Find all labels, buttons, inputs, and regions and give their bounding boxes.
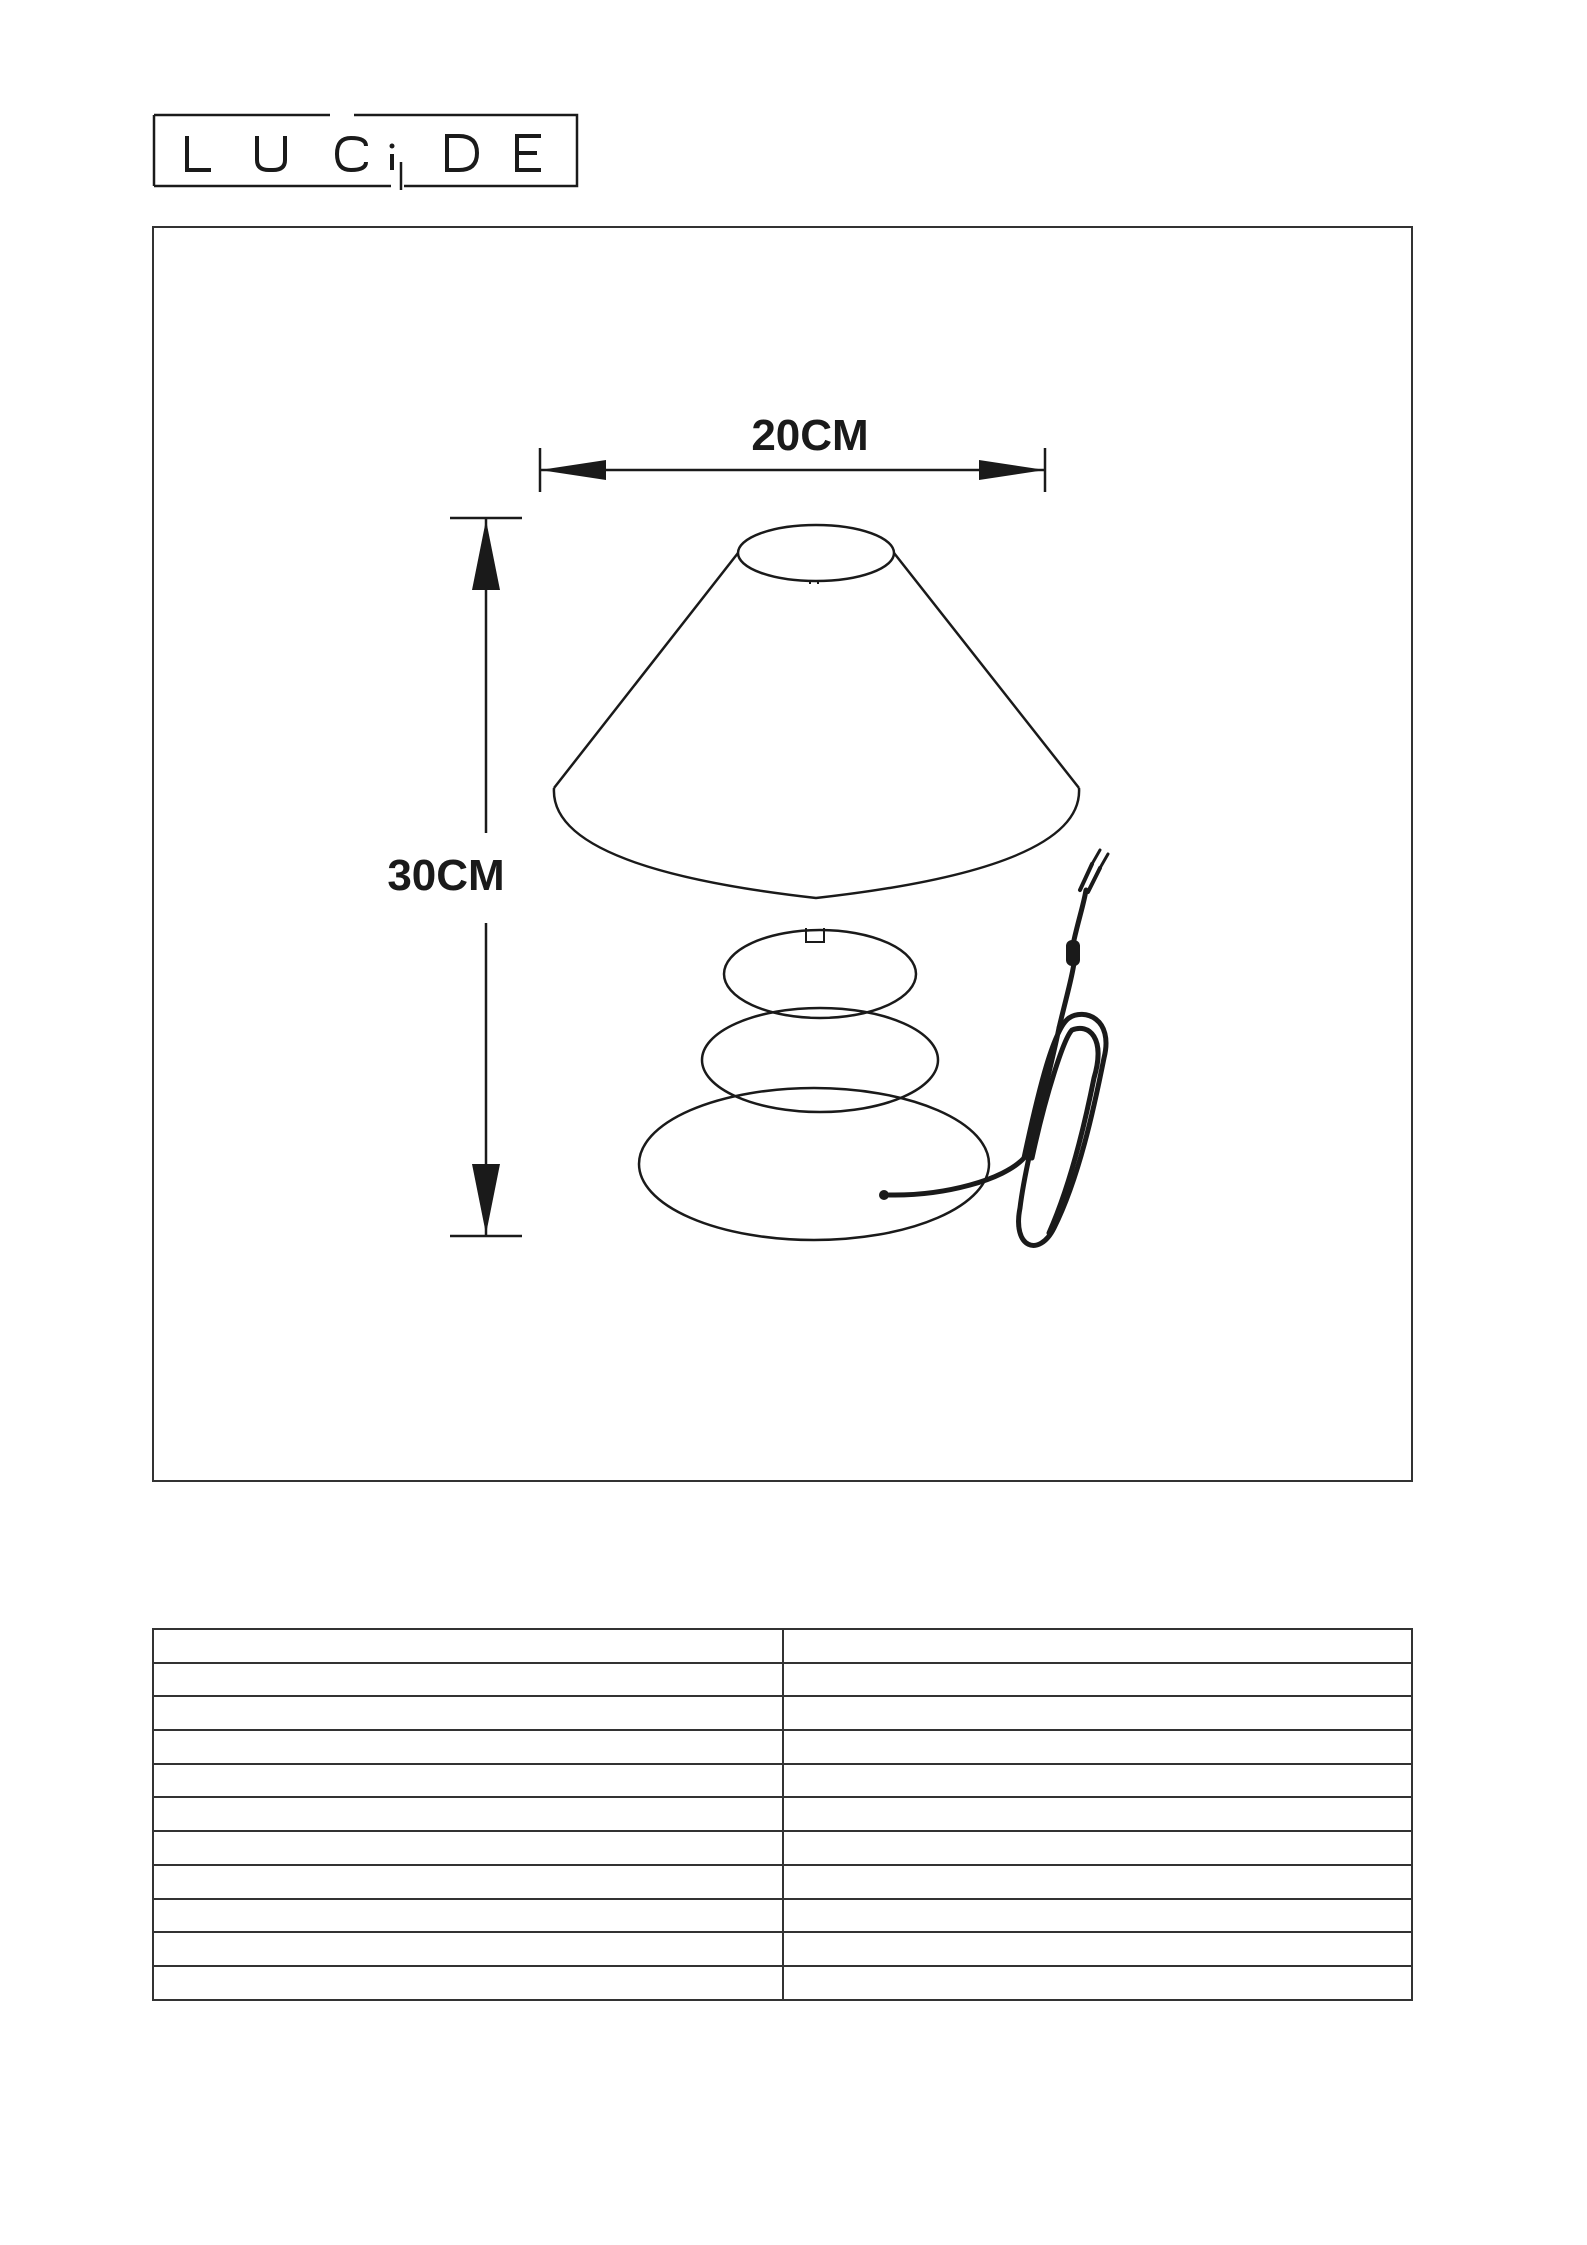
table-cell	[783, 1663, 1413, 1697]
arrow-left-icon	[540, 460, 606, 480]
table-row	[153, 1629, 1412, 1663]
table-cell	[153, 1797, 783, 1831]
table-cell	[153, 1831, 783, 1865]
arrow-right-icon	[979, 460, 1045, 480]
table-row	[153, 1730, 1412, 1764]
table-row	[153, 1797, 1412, 1831]
table-cell	[153, 1932, 783, 1966]
table-cell	[783, 1831, 1413, 1865]
cord-switch-icon	[1066, 940, 1080, 966]
table-row	[153, 1764, 1412, 1798]
table-cell	[153, 1865, 783, 1899]
table-cell	[783, 1764, 1413, 1798]
height-dimension	[387, 518, 522, 1236]
plug-icon	[1092, 850, 1108, 868]
arrow-up-icon	[472, 520, 500, 590]
table-cell	[153, 1764, 783, 1798]
table-row	[153, 1865, 1412, 1899]
table-row	[153, 1696, 1412, 1730]
table-cell	[153, 1696, 783, 1730]
specification-table	[152, 1628, 1413, 2001]
table-cell	[153, 1730, 783, 1764]
lamp-dimension-drawing	[154, 228, 1411, 1480]
table-cell	[153, 1899, 783, 1933]
width-dimension	[540, 411, 1045, 492]
table-cell	[783, 1966, 1413, 2000]
table-cell	[783, 1899, 1413, 1933]
lampshade	[554, 525, 1079, 898]
table-cell	[783, 1730, 1413, 1764]
table-cell	[153, 1966, 783, 2000]
arrow-down-icon	[472, 1164, 500, 1234]
table-cell	[783, 1932, 1413, 1966]
table-row	[153, 1663, 1412, 1697]
lucide-logo-icon	[151, 112, 579, 190]
power-cord	[879, 850, 1108, 1245]
table-cell	[783, 1797, 1413, 1831]
table-row	[153, 1932, 1412, 1966]
table-row	[153, 1831, 1412, 1865]
brand-logo	[151, 112, 579, 190]
table-cell	[783, 1696, 1413, 1730]
technical-drawing-frame	[152, 226, 1413, 1482]
table-row	[153, 1966, 1412, 2000]
width-label: 20CM	[751, 411, 869, 460]
table-cell	[153, 1663, 783, 1697]
table-row	[153, 1899, 1412, 1933]
height-label: 30CM	[387, 851, 505, 900]
table-cell	[783, 1865, 1413, 1899]
table-cell	[153, 1629, 783, 1663]
table-cell	[783, 1629, 1413, 1663]
